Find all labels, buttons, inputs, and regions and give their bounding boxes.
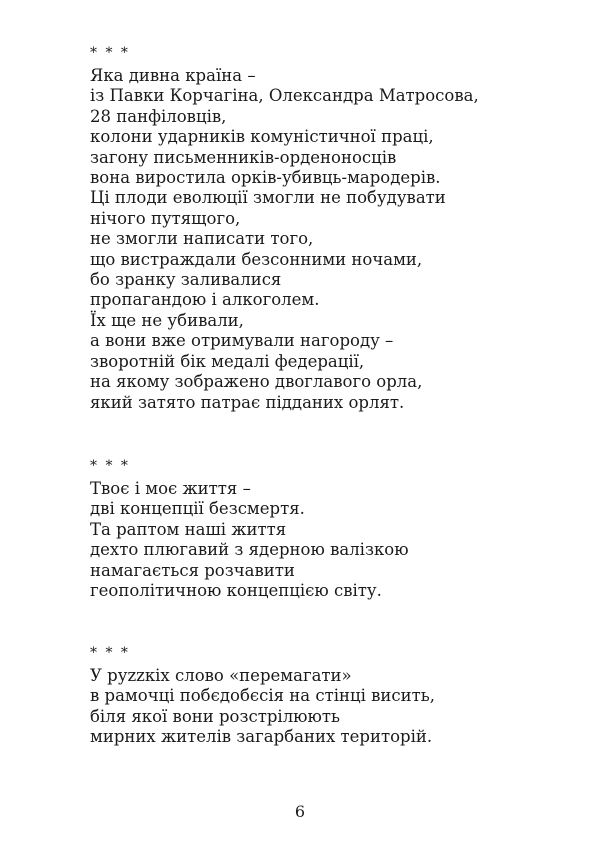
poem-line: Ці плоди еволюції змогли не побудувати [90, 188, 446, 208]
poem-line: загону письменників-орденоносців [90, 147, 397, 167]
poem-line: намагається розчавити [90, 560, 295, 580]
poem-line: нічого путящого, [90, 208, 241, 228]
poem-line: на якому зображено двоглавого орла, [90, 372, 423, 392]
poem-line: колони ударників комуністичної праці, [90, 127, 434, 147]
poem-line: біля якої вони розстрілюють [90, 706, 341, 726]
poem-1 [90, 44, 560, 413]
poem-line: зворотній бік медалі федерації, [90, 351, 365, 371]
poem-line: Яка дивна країна – [90, 66, 256, 85]
poem-line: Їх ще не убивали, [90, 310, 244, 330]
poem-line: мирних жителів загарбаних територій. [90, 727, 433, 747]
poem-2 [90, 457, 560, 601]
poem-line: геополітичною концепцією світу. [90, 581, 382, 601]
poem-line: Твоє і моє життя – [90, 479, 251, 498]
page-number: 6 [294, 802, 306, 821]
poem-line: який затято патрає підданих орлят. [90, 392, 405, 412]
section-separator: * * * [90, 458, 130, 474]
poem-line: вона виростила орків-убивць-мародерів. [90, 168, 441, 188]
poem-line: дехто плюгавий з ядерною валізкою [90, 540, 409, 560]
poem-line: не змогли написати того, [90, 229, 314, 249]
poem-line: У руzzкіх слово «перемагати» [90, 666, 352, 685]
section-separator: * * * [90, 45, 130, 61]
poem-line: дві концепції безсмертя. [90, 499, 305, 519]
poem-line: а вони вже отримували нагороду – [90, 331, 394, 351]
poem-line: бо зранку заливалися [90, 270, 282, 290]
poem-line: 28 панфіловців, [90, 106, 227, 126]
poem-3 [90, 644, 560, 748]
poem-line: Та раптом наші життя [90, 519, 287, 539]
poem-line: що вистраждали безсонними ночами, [90, 249, 423, 269]
poem-line: із Павки Корчагіна, Олександра Матросова, [90, 86, 479, 106]
poem-line: в рамочці побєдобєсія на стінці висить, [90, 686, 436, 706]
poem-line: пропагандою і алкоголем. [90, 290, 320, 310]
section-separator: * * * [90, 645, 130, 661]
